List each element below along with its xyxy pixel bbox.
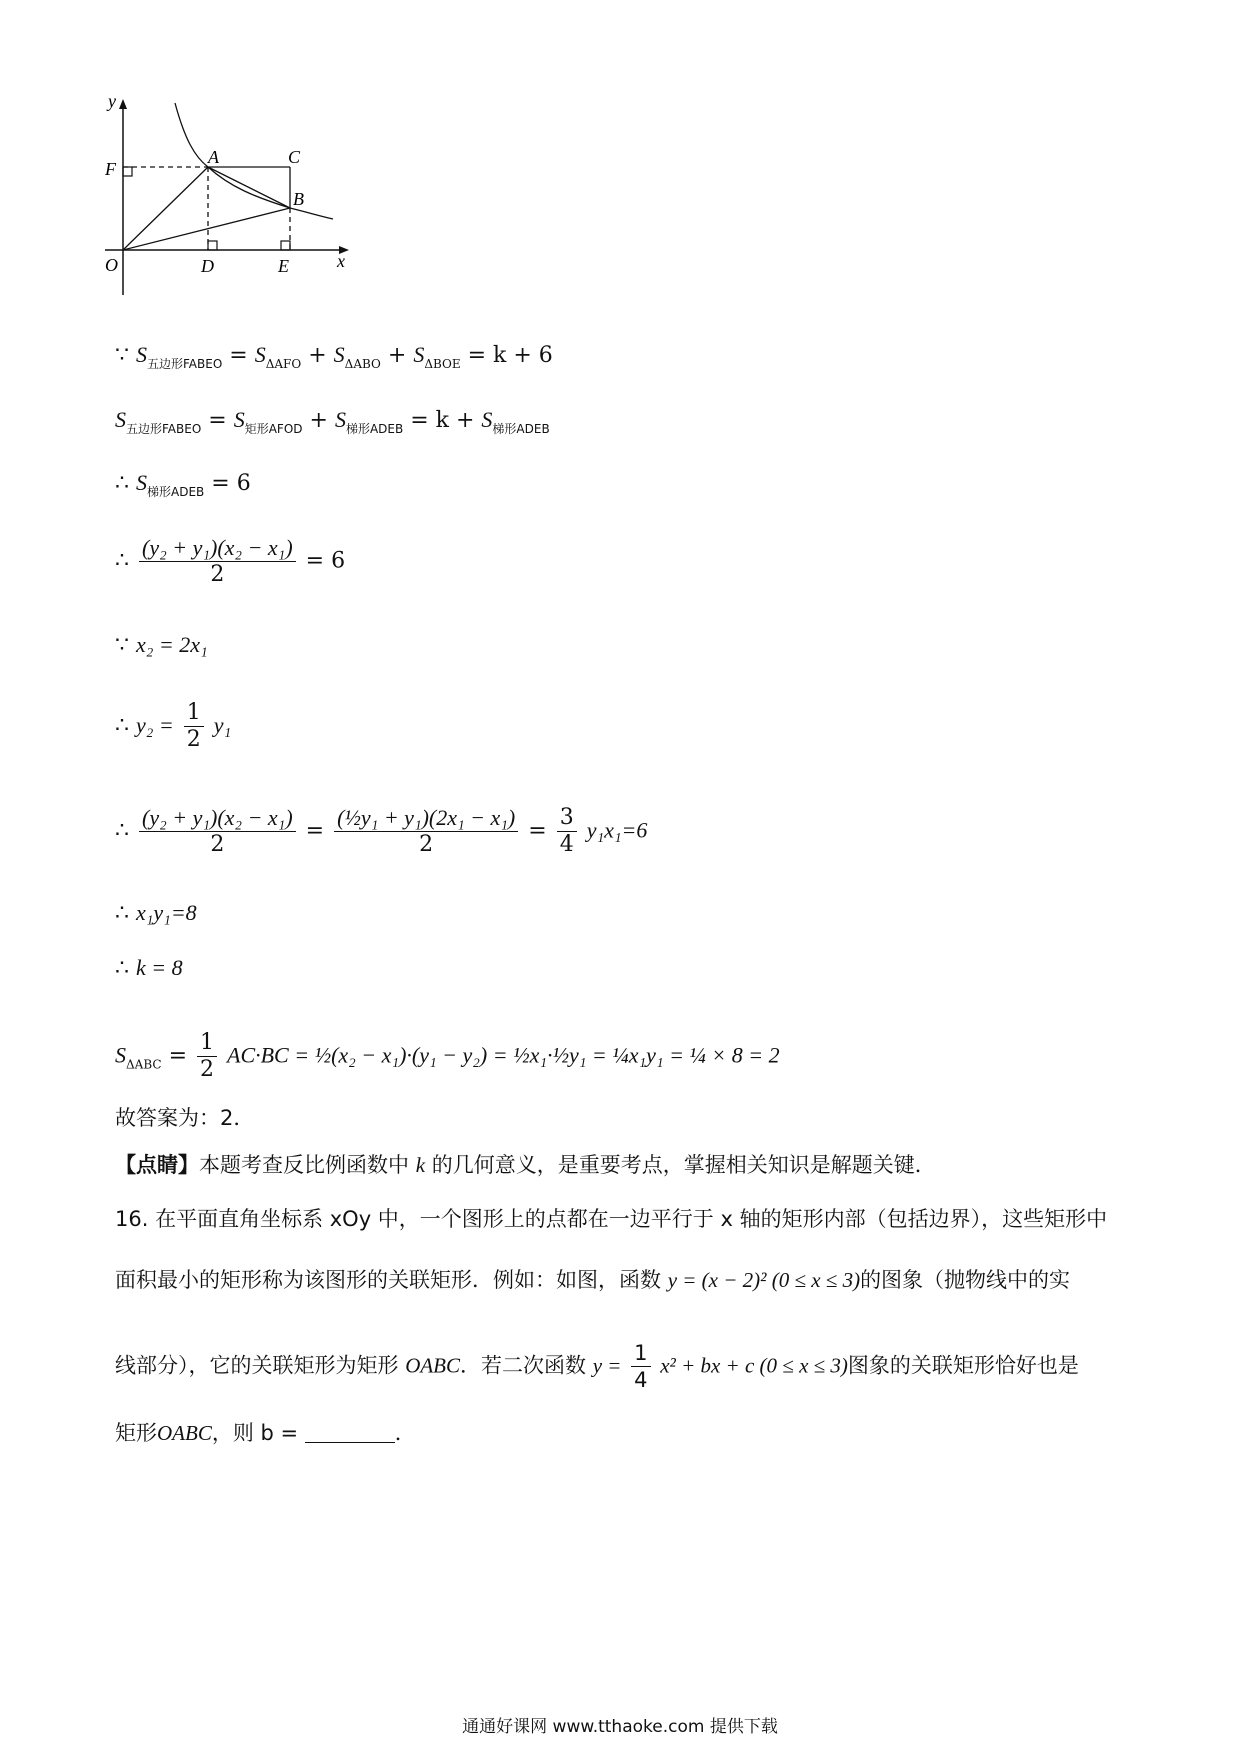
q16-line-2: 面积最小的矩形称为该图形的关联矩形．例如：如图，函数 y = (x − 2)² (0 ≤ x ≤ 3)的图象（抛物线中的实 bbox=[115, 1268, 1071, 1292]
x-axis bbox=[105, 246, 349, 254]
y-axis bbox=[119, 99, 127, 295]
q16-line-3: 线部分），它的关联矩形为矩形 OABC．若二次函数 y = $\frac{1}{4}$ x² + bx + c (0 ≤ x ≤ 3)图象的关联矩形恰好也是 bbox=[115, 1341, 1079, 1392]
comment: 【点睛】本题考查反比例函数中 k 的几何意义，是重要考点，掌握相关知识是解题关键． bbox=[115, 1153, 936, 1177]
label-y: y bbox=[108, 95, 116, 111]
fraction: $\frac{3}{4}$ bbox=[557, 805, 577, 858]
label-d: D bbox=[201, 256, 214, 276]
label-f: F bbox=[105, 159, 116, 179]
right-angle-e bbox=[281, 241, 290, 250]
segment-ab bbox=[208, 167, 290, 208]
hyperbola-curve bbox=[175, 103, 333, 219]
step-1: ∵ $S_{五边形FABEO} = S_{\Delta AFO} + S_{\Delta ABO} + S_{\Delta BOE} = k + 6$ bbox=[115, 342, 553, 371]
footer-text: 通通好课网 www.tthaoke.com 提供下载 bbox=[462, 1717, 778, 1737]
step-10: $S_{\Delta ABC}$ = $\frac{1}{2}$ AC·BC = ½(x₂ − x₁)·(y₁ − y₂) = ½x₁·½y₁ = ¼x₁y₁ = ¼ × 8 = 2 bbox=[115, 1030, 780, 1082]
answer-text: 故答案为：2． bbox=[115, 1106, 255, 1130]
coordinate-figure bbox=[105, 95, 405, 310]
step-4: ∴ $\frac{\text{(y₂ + y₁)(x₂ − x₁)}}{2}$ = 6 bbox=[115, 535, 346, 587]
segment-ob bbox=[123, 208, 290, 250]
step-3: ∴ $S_{梯形ADEB} = 6$ bbox=[115, 470, 251, 499]
label-c: C bbox=[288, 147, 301, 167]
step-9: ∴ k = 8 bbox=[115, 955, 183, 981]
label-e: E bbox=[278, 256, 289, 276]
fraction: $\frac{\text{(y₂ + y₁)(x₂ − x₁)}}{2}$ bbox=[139, 535, 296, 588]
label-b: B bbox=[293, 189, 304, 209]
q16-line-4: 矩形OABC，则 b = ． bbox=[115, 1421, 416, 1445]
answer-blank[interactable] bbox=[305, 1422, 395, 1443]
q16-line-1: 16. 在平面直角坐标系 xOy 中，一个图形上的点都在一边平行于 x 轴的矩形内部（包括边界），这些矩形中 bbox=[115, 1207, 1108, 1231]
fraction: $\frac{1}{4}$ bbox=[631, 1340, 650, 1393]
fraction: $\frac{\text{(y₂ + y₁)(x₂ − x₁)}}{2}$ bbox=[139, 805, 296, 858]
fraction: $\frac{1}{2}$ bbox=[197, 1030, 217, 1083]
step-5: ∵ x₂ = 2x₁ bbox=[115, 632, 208, 658]
label-o: O bbox=[105, 255, 118, 275]
fraction: $\frac{1}{2}$ bbox=[184, 700, 204, 753]
fraction: $\frac{\text{(½y₁ + y₁)(2x₁ − x₁)}}{2}$ bbox=[334, 805, 518, 858]
right-angle-d bbox=[208, 241, 217, 250]
label-a: A bbox=[208, 147, 219, 167]
segment-oa bbox=[123, 167, 208, 250]
step-7: ∴ $\frac{\text{(y₂ + y₁)(x₂ − x₁)}}{2}$ = $\frac{\text{(½y₁ + y₁)(2x₁ − x₁)}}{2}$ = $\frac{3}{4}$ y₁x₁=6 bbox=[115, 805, 648, 857]
label-x: x bbox=[337, 251, 345, 271]
step-2: $S_{五边形FABEO} = S_{矩形AFOD} + S_{梯形ADEB} = k + S_{梯形ADEB}$ bbox=[115, 407, 550, 436]
step-8: ∴ x₁y₁=8 bbox=[115, 900, 197, 926]
step-6: ∴ y₂ = $\frac{1}{2}$ y₁ bbox=[115, 700, 232, 752]
right-angle-f bbox=[123, 167, 132, 176]
